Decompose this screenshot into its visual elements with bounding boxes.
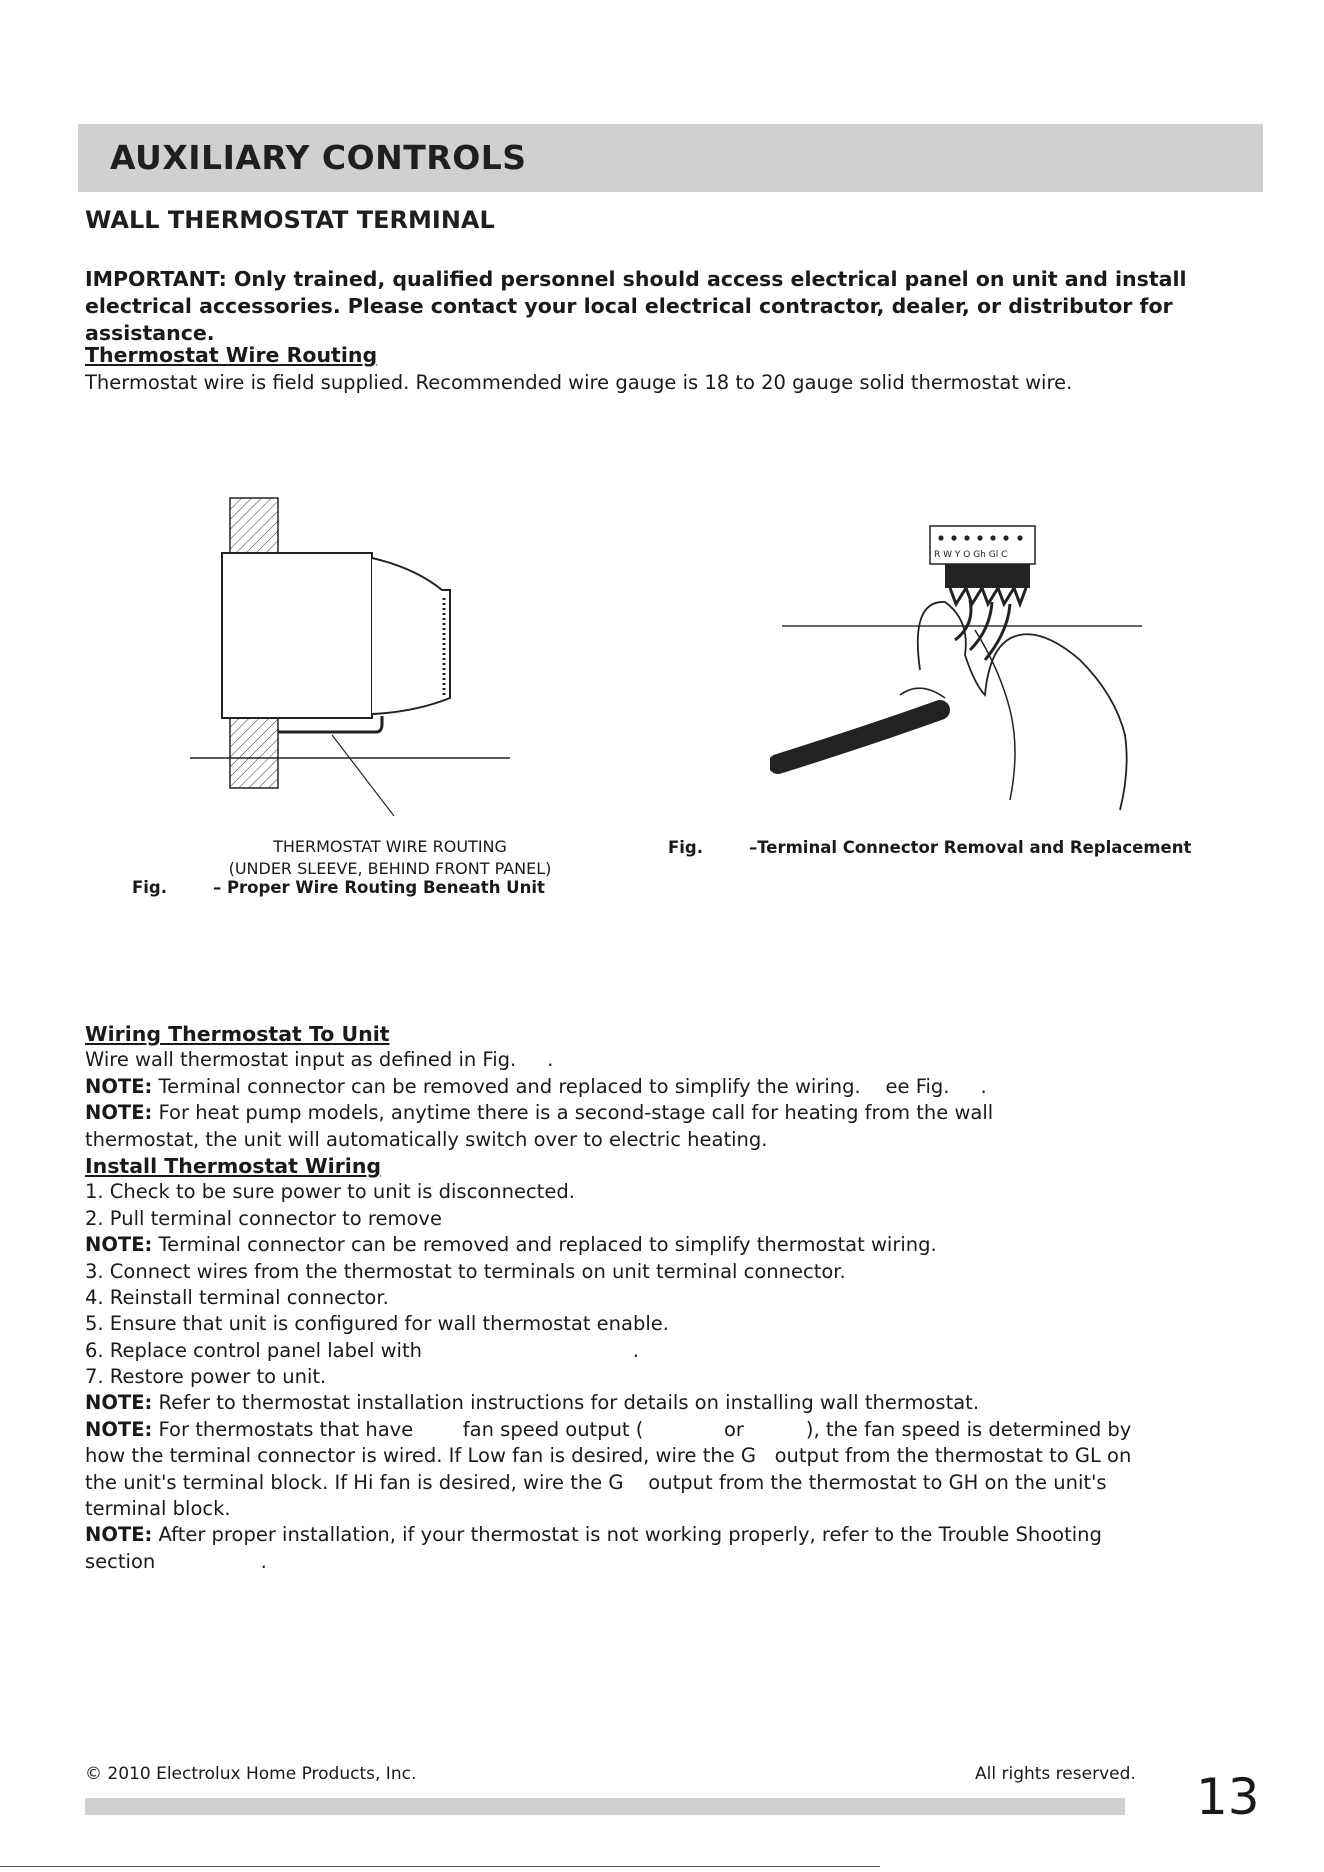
routing-text: Thermostat wire is field supplied. Recommended wire gauge is 18 to 20 gauge solid thermostat wire. — [85, 371, 1073, 394]
wiring-heading: Wiring Thermostat To Unit — [85, 1022, 390, 1046]
note-line: NOTE: After proper installation, if your thermostat is not working properly, refer to the Trouble Shooting — [85, 1523, 1102, 1547]
step-1: 1. Check to be sure power to unit is disconnected. — [85, 1180, 575, 1204]
note-line: NOTE: Refer to thermostat installation instructions for details on installing wall thermostat. — [85, 1391, 980, 1415]
note-line: NOTE: Terminal connector can be removed and replaced to simplify thermostat wiring. — [85, 1233, 937, 1257]
wiring-line: Wire wall thermostat input as defined in Fig. . — [85, 1048, 554, 1072]
page-number: 13 — [1196, 1768, 1260, 1826]
footer-copyright: © 2010 Electrolux Home Products, Inc. — [85, 1764, 417, 1784]
figure-right-caption: Fig. –Terminal Connector Removal and Replacement — [668, 838, 1192, 857]
footer-rights: All rights reserved. — [975, 1764, 1136, 1784]
important-notice: IMPORTANT: Only trained, qualified personnel should access electrical panel on unit and install electrical accessories. Please contact your local electrical contractor, dealer, or distributor for assistance. — [85, 267, 1187, 345]
note-continuation: thermostat, the unit will automatically switch over to electric heating. — [85, 1127, 768, 1151]
terminal-connector-figure — [770, 520, 1150, 820]
terminal-labels: R W Y O Gh Gl C — [934, 550, 1008, 560]
figure-left-label-1: THERMOSTAT WIRE ROUTING — [273, 837, 507, 856]
step-3: 3. Connect wires from the thermostat to terminals on unit terminal connector. — [85, 1259, 846, 1283]
step-5: 5. Ensure that unit is configured for wall thermostat enable. — [85, 1312, 669, 1336]
routing-heading: Thermostat Wire Routing — [85, 343, 378, 367]
step-6: 6. Replace control panel label with . — [85, 1338, 639, 1362]
note-continuation: how the terminal connector is wired. If Low fan is desired, wire the G output from the thermostat to GL on — [85, 1444, 1132, 1468]
wiring-instructions — [85, 1021, 1131, 1575]
step-2: 2. Pull terminal connector to remove — [85, 1206, 442, 1230]
step-4: 4. Reinstall terminal connector. — [85, 1285, 389, 1309]
bottom-rule — [0, 1866, 880, 1867]
step-7: 7. Restore power to unit. — [85, 1365, 327, 1389]
note-line: NOTE: For heat pump models, anytime there is a second-stage call for heating from the wall — [85, 1101, 994, 1125]
wire-routing-figure — [180, 490, 540, 830]
figure-left-label-2: (UNDER SLEEVE, BEHIND FRONT PANEL) — [228, 859, 552, 878]
footer-bar — [85, 1798, 1125, 1815]
note-line: NOTE: Terminal connector can be removed and replaced to simplify the wiring. ee Fig. . — [85, 1074, 987, 1098]
figure-left-caption: Fig. – Proper Wire Routing Beneath Unit — [132, 878, 545, 897]
page-title: AUXILIARY CONTROLS — [110, 138, 527, 177]
note-continuation: the unit's terminal block. If Hi fan is desired, wire the G output from the thermostat to GH on the unit's — [85, 1470, 1107, 1494]
note-continuation: section . — [85, 1549, 267, 1573]
note-continuation: terminal block. — [85, 1497, 231, 1521]
note-line: NOTE: For thermostats that have fan speed output ( or ), the fan speed is determined by — [85, 1417, 1132, 1441]
install-heading: Install Thermostat Wiring — [85, 1153, 382, 1178]
section-subtitle: WALL THERMOSTAT TERMINAL — [85, 206, 495, 234]
